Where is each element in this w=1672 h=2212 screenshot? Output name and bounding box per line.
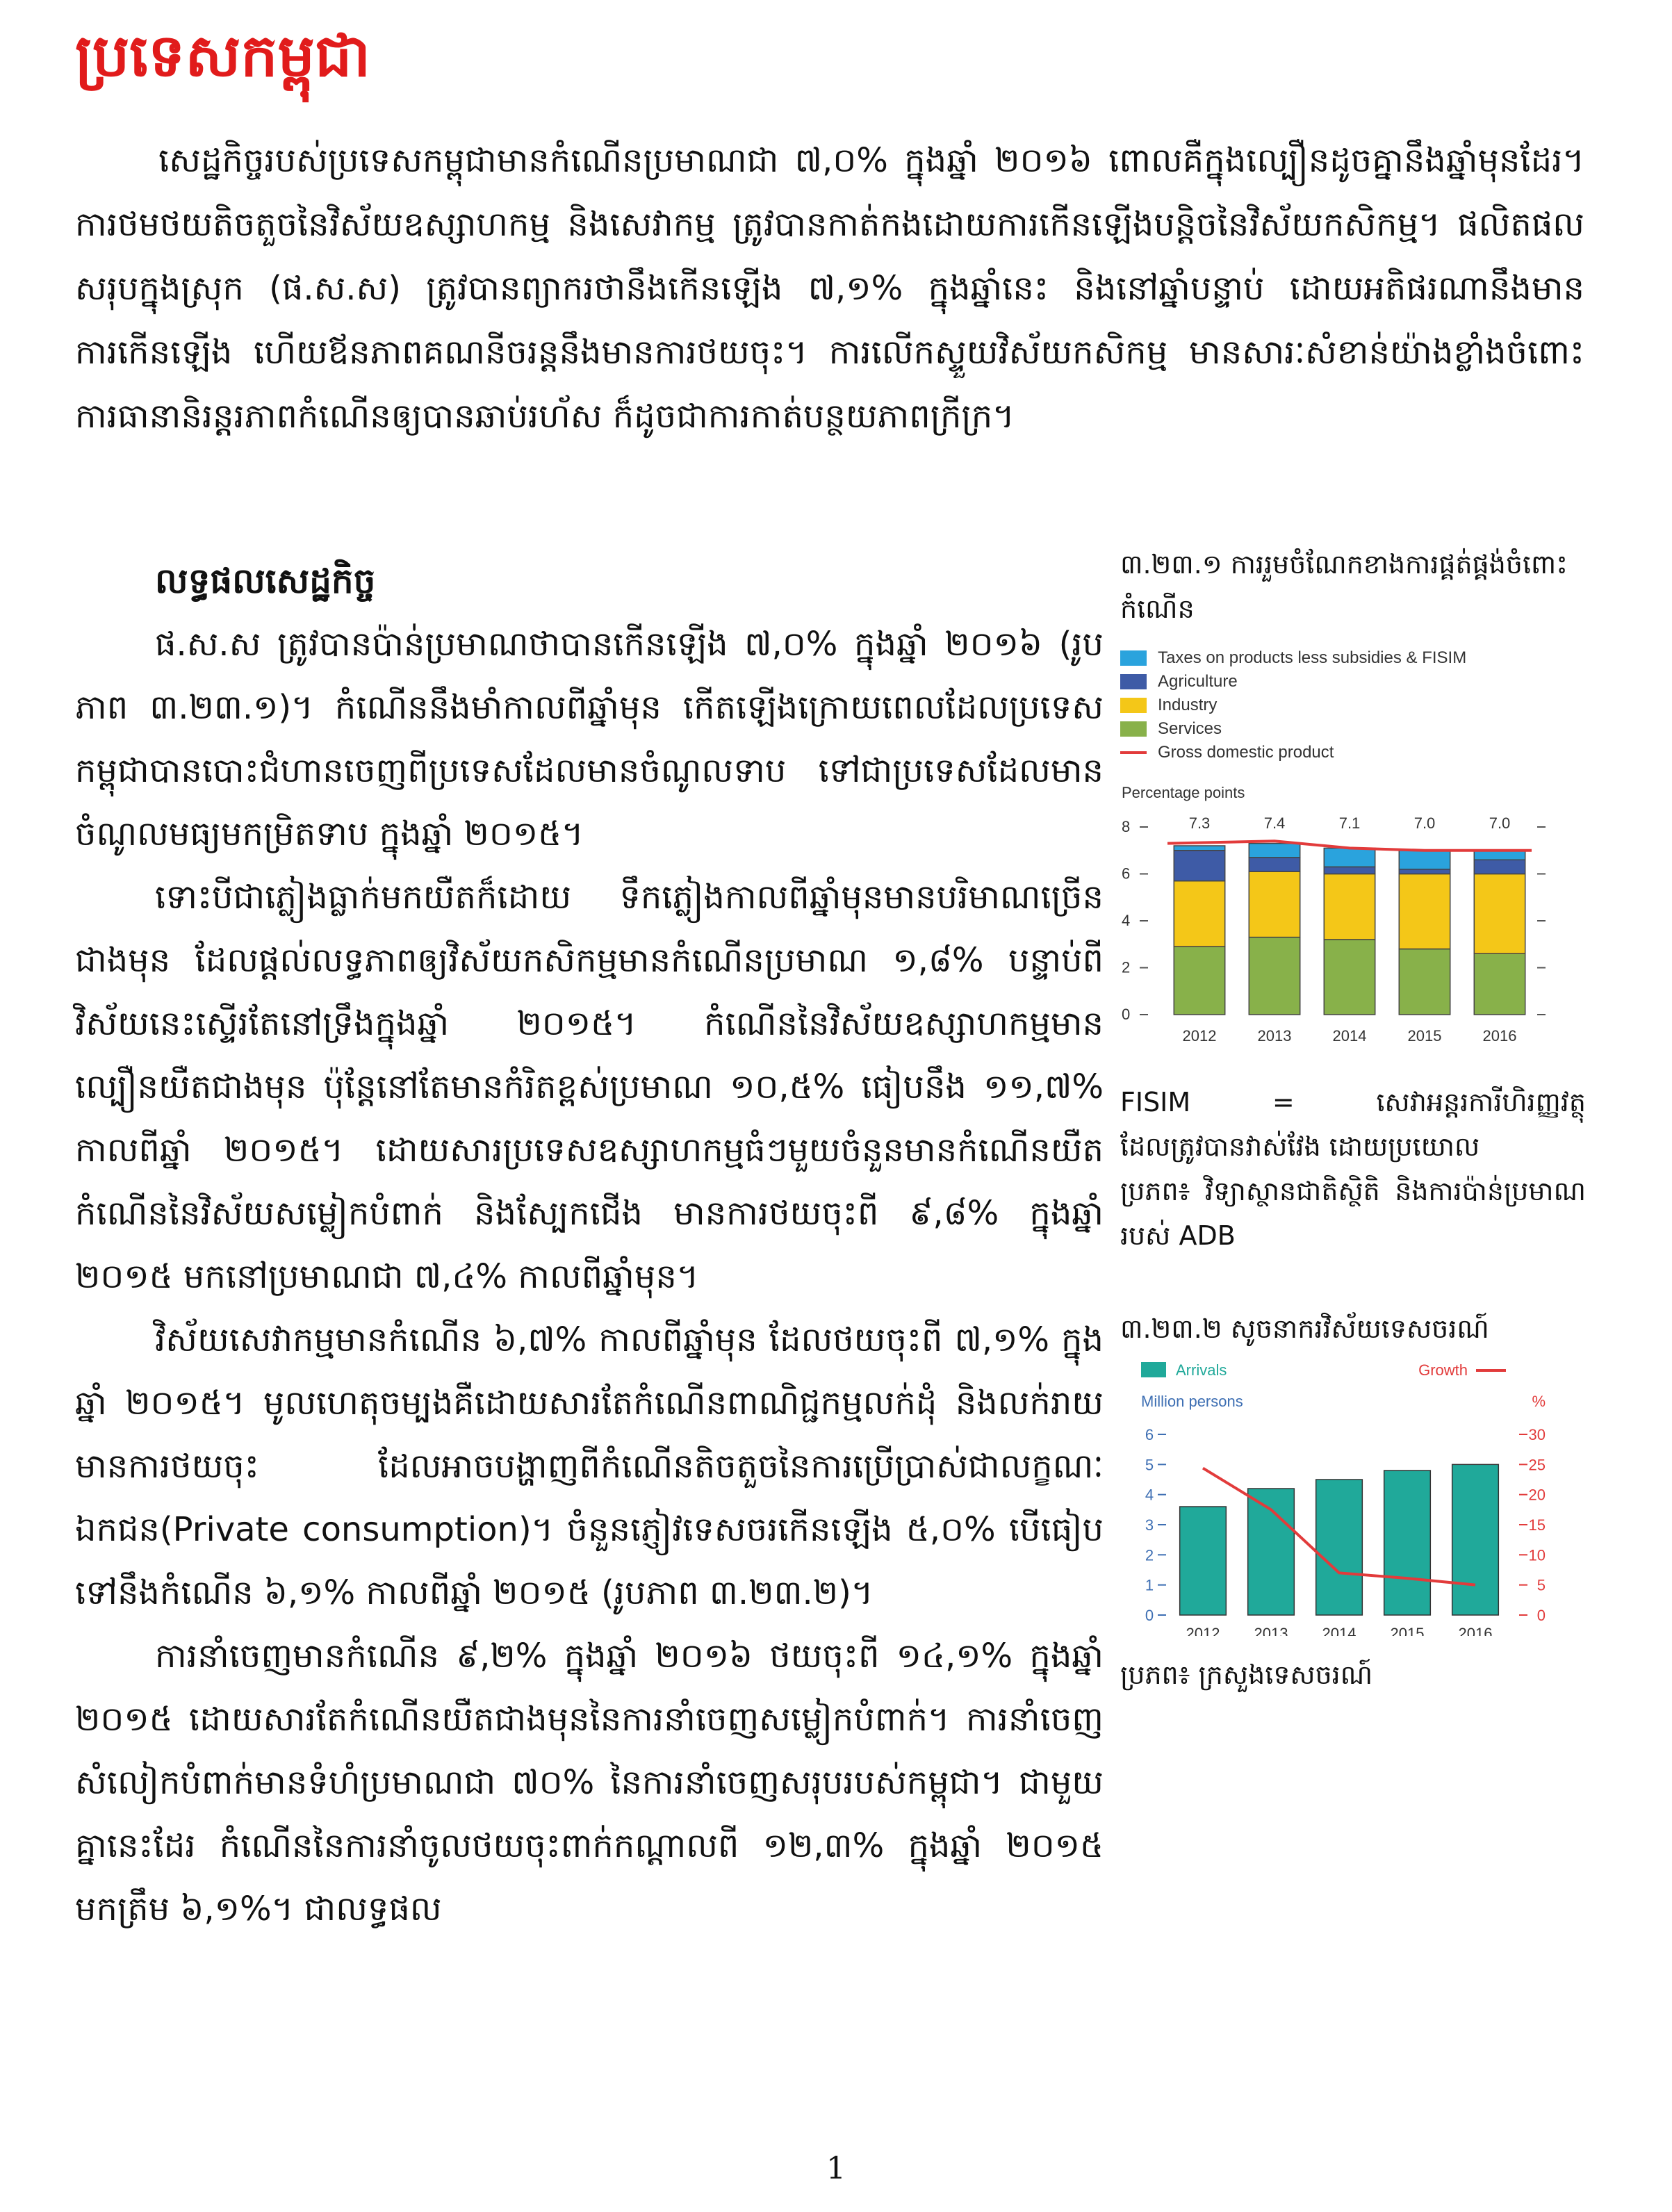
legend-item-industry bbox=[1120, 694, 1586, 717]
legend-label-services: Services bbox=[1158, 719, 1222, 738]
chart-tourism bbox=[1120, 1358, 1586, 1639]
figure2-source: ប្រភព៖ ក្រសួងទេសចរណ៍ bbox=[1120, 1660, 1373, 1690]
chart1-ylabel: Percentage points bbox=[1122, 785, 1245, 801]
chart2-y2tick-6: 30 bbox=[1528, 1426, 1546, 1443]
chart2-y2tick-3: 15 bbox=[1528, 1516, 1546, 1534]
body-paragraph-2: ទោះបីជាភ្លៀងធ្លាក់មកយឺតក៏ដោយ ទឹកភ្លៀងកាលពីឆ្នាំមុនមានបរិមាណច្រើនជាងមុន ដែលផ្តល់លទ្ធភាពឲ្យវិស័យកសិកម្មមានកំណើនប្រមាណ ១,៨% បន្ទាប់ពីវិស័យនេះស្ទើរតែនៅទ្រឹងក្នុងឆ្នាំ ២០១៥។ កំណើននៃវិស័យឧស្សាហកម្មមានល្បឿនយឺតជាងមុន ប៉ុន្តែនៅតែមានកំរិតខ្ពស់ប្រមាណ ១០,៥% ធៀបនឹង ១១,៧% កាលពីឆ្នាំ ២០១៥។ ដោយសារប្រទេសឧស្សាហកម្មធំៗមួយចំនួនមានកំណើនយឺត កំណើននៃវិស័យសម្លៀកបំពាក់ និងស្បែកជើង មានការថយចុះពី ៩,៨% ក្នុងឆ្នាំ ២០១៥ មកនៅប្រមាណជា ៧,៤% កាលពីឆ្នាំមុន។ bbox=[75, 878, 1104, 1296]
fisim-equals: = bbox=[1272, 1087, 1295, 1117]
chart2-ytick-4: 4 bbox=[1145, 1486, 1154, 1504]
chart2-ytick-5: 5 bbox=[1145, 1456, 1154, 1474]
legend-swatch-taxes bbox=[1120, 650, 1147, 666]
figure2-title: សូចនាករវិស័យទេសចរណ៍ bbox=[1230, 1313, 1489, 1344]
fisim-note bbox=[1120, 1080, 1586, 1258]
legend-swatch-services bbox=[1120, 721, 1147, 737]
chart2-y2tick-4: 20 bbox=[1528, 1486, 1546, 1504]
chart1-bar-taxes-2013 bbox=[1249, 844, 1300, 858]
chart2-xtick-2012: 2012 bbox=[1186, 1625, 1220, 1636]
legend-swatch-gdp bbox=[1120, 751, 1147, 754]
chart1-ytick-1: 2 bbox=[1122, 958, 1131, 976]
chart2-y2label: % bbox=[1532, 1393, 1546, 1410]
legend-item-taxes bbox=[1120, 646, 1586, 670]
chart1-xtick-2016: 2016 bbox=[1482, 1027, 1517, 1044]
chart-gdp-contributions bbox=[1120, 785, 1586, 1052]
figure1-source-text: វិទ្យាស្ថានជាតិស្ថិតិ និងការប៉ាន់ប្រមាណរបស់ ADB bbox=[1120, 1176, 1586, 1251]
page-title: ប្រទេសកម្ពុជា bbox=[75, 22, 370, 90]
body-paragraph-1: ផ.ស.ស ត្រូវបានប៉ាន់ប្រមាណថាបានកើនឡើង ៧,០% ក្នុងឆ្នាំ ២០១៦ (រូបភាព ៣.២៣.១)។ កំណើននឹងមាំកាលពីឆ្នាំមុន កើតឡើងក្រោយពេលដែលប្រទេសកម្ពុជាបានបោះជំហានចេញពីប្រទេសដែលមានចំណូលទាប ទៅជាប្រទេសដែលមានចំណូលមធ្យមកម្រិតទាប ក្នុងឆ្នាំ ២០១៥។ bbox=[75, 625, 1104, 853]
chart1-svg bbox=[1120, 785, 1565, 1049]
chart2-ylabel: Million persons bbox=[1141, 1393, 1243, 1410]
chart1-xtick-2015: 2015 bbox=[1407, 1027, 1442, 1044]
chart2-ytick-6: 6 bbox=[1145, 1426, 1154, 1443]
chart1-data-label-2014: 7.1 bbox=[1338, 814, 1361, 832]
figure1-caption bbox=[1120, 542, 1586, 631]
chart2-y2tick-1: 5 bbox=[1536, 1576, 1546, 1594]
chart1-bar-industry-2014 bbox=[1324, 874, 1375, 940]
chart2-y2tick-0: 0 bbox=[1536, 1607, 1546, 1624]
chart2-xtick-2013: 2013 bbox=[1254, 1625, 1288, 1636]
chart1-ytick-0: 0 bbox=[1122, 1006, 1131, 1023]
section-heading: លទ្ធផលសេដ្ឋកិច្ច bbox=[155, 561, 376, 601]
chart2-bar-arrivals-2015 bbox=[1384, 1470, 1431, 1615]
chart2-svg bbox=[1120, 1358, 1565, 1636]
fisim-term: FISIM bbox=[1120, 1087, 1191, 1117]
chart1-bar-industry-2012 bbox=[1174, 881, 1224, 947]
chart2-xtick-2016: 2016 bbox=[1458, 1625, 1493, 1636]
body-paragraph-4: ការនាំចេញមានកំណើន ៩,២% ក្នុងឆ្នាំ ២០១៦ ថយចុះពី ១៤,១% ក្នុងឆ្នាំ ២០១៥ ដោយសារតែកំណើនយឺតជាងមុននៃការនាំចេញសម្លៀកបំពាក់។ ការនាំចេញសំលៀកបំពាក់មានទំហំប្រមាណជា ៧០% នៃការនាំចេញសរុបរបស់កម្ពុជា។ ជាមួយគ្នានេះដែរ កំណើននៃការនាំចូលថយចុះពាក់កណ្តាលពី ១២,៣% ក្នុងឆ្នាំ ២០១៥ មកត្រឹម ៦,១%។ ជាលទ្ធផល bbox=[75, 1637, 1104, 1928]
chart2-ytick-1: 1 bbox=[1145, 1576, 1154, 1594]
chart1-ytick-3: 6 bbox=[1122, 865, 1131, 883]
chart1-data-label-2013: 7.4 bbox=[1263, 814, 1286, 832]
chart1-bar-industry-2013 bbox=[1249, 871, 1300, 937]
chart1-ytick-2: 4 bbox=[1122, 912, 1131, 929]
chart1-data-label-2015: 7.0 bbox=[1413, 814, 1436, 832]
sidebar-figures bbox=[1120, 542, 1586, 1697]
figure2-caption bbox=[1120, 1306, 1586, 1351]
figure2-number: ៣.២៣.២ bbox=[1120, 1313, 1222, 1344]
fisim-note-line bbox=[1120, 1080, 1586, 1124]
chart2-y2tick-2: 10 bbox=[1528, 1546, 1546, 1564]
chart2-bar-arrivals-2013 bbox=[1248, 1489, 1295, 1615]
legend-label-industry: Industry bbox=[1158, 696, 1218, 714]
legend-item-agriculture bbox=[1120, 670, 1586, 694]
figure1-number: ៣.២៣.១ bbox=[1120, 549, 1222, 580]
chart2-y2tick-5: 25 bbox=[1528, 1456, 1546, 1474]
chart1-bar-services-2013 bbox=[1249, 937, 1300, 1015]
chart1-bar-agriculture-2014 bbox=[1324, 867, 1375, 874]
chart2-xtick-2014: 2014 bbox=[1322, 1625, 1357, 1636]
chart2-legend-swatch-arrivals bbox=[1141, 1362, 1166, 1377]
main-column bbox=[75, 549, 1104, 1941]
chart2-ytick-2: 2 bbox=[1145, 1546, 1154, 1564]
chart2-xtick-2015: 2015 bbox=[1390, 1625, 1425, 1636]
intro-paragraph: សេដ្ឋកិច្ចរបស់ប្រទេសកម្ពុជាមានកំណើនប្រមាណជា ៧,០% ក្នុងឆ្នាំ ២០១៦ ពោលគឺក្នុងល្បឿនដូចគ្នានឹងឆ្នាំមុនដែរ។ ការថមថយតិចតួចនៃវិស័យឧស្សាហកម្ម និងសេវាកម្ម ត្រូវបានកាត់កងដោយការកើនឡើងបន្តិចនៃវិស័យកសិកម្ម។ ផលិតផលសរុបក្នុងស្រុក (ផ.ស.ស) ត្រូវបានព្យាករថានឹងកើនឡើង ៧,១% ក្នុងឆ្នាំនេះ និងនៅឆ្នាំបន្ទាប់ ដោយអតិផរណានឹងមានការកើនឡើង ហើយឪនភាពគណនីចរន្តនឹងមានការថយចុះ។ ការលើកស្ទួយវិស័យកសិកម្ម មានសារៈសំខាន់យ៉ាងខ្លាំងចំពោះការធានានិរន្តរភាពកំណើនឲ្យបានឆាប់រហ័ស ក៏ដូចជាការកាត់បន្ថយភាពក្រីក្រ។ bbox=[75, 141, 1584, 436]
page-number: 1 bbox=[826, 2151, 846, 2186]
chart2-bar-arrivals-2012 bbox=[1180, 1507, 1227, 1615]
legend-swatch-industry bbox=[1120, 698, 1147, 713]
chart1-bar-services-2014 bbox=[1324, 940, 1375, 1015]
chart1-bar-services-2012 bbox=[1174, 947, 1224, 1015]
chart1-bar-taxes-2016 bbox=[1474, 851, 1525, 860]
chart1-bar-industry-2015 bbox=[1399, 874, 1450, 949]
chart1-bar-taxes-2012 bbox=[1174, 846, 1224, 851]
chart1-data-label-2012: 7.3 bbox=[1188, 814, 1211, 832]
chart2-bar-arrivals-2014 bbox=[1316, 1480, 1363, 1615]
fisim-definition-rest: ដែលត្រូវបានវាស់វែង ដោយប្រយោល bbox=[1120, 1131, 1480, 1162]
chart1-bar-agriculture-2016 bbox=[1474, 860, 1525, 874]
legend-label-taxes: Taxes on products less subsidies & FISIM bbox=[1158, 648, 1467, 667]
chart1-xtick-2014: 2014 bbox=[1332, 1027, 1367, 1044]
legend-item-services bbox=[1120, 717, 1586, 741]
figure1-source bbox=[1120, 1169, 1586, 1258]
legend-label-agriculture: Agriculture bbox=[1158, 672, 1238, 691]
chart1-bar-agriculture-2012 bbox=[1174, 851, 1224, 881]
chart2-ytick-0: 0 bbox=[1145, 1607, 1154, 1624]
chart2-legend-arrivals: Arrivals bbox=[1176, 1361, 1227, 1379]
chart1-xtick-2012: 2012 bbox=[1182, 1027, 1217, 1044]
chart1-bar-services-2016 bbox=[1474, 953, 1525, 1015]
figure1-legend bbox=[1120, 646, 1586, 764]
chart1-data-label-2016: 7.0 bbox=[1489, 814, 1511, 832]
figure1-title: ការរួមចំណែកខាងការផ្គត់ផ្គង់ចំពោះកំណើន bbox=[1120, 549, 1568, 624]
chart1-bar-agriculture-2015 bbox=[1399, 869, 1450, 874]
chart1-bar-taxes-2015 bbox=[1399, 851, 1450, 869]
legend-label-gdp: Gross domestic product bbox=[1158, 743, 1334, 762]
chart2-legend-growth: Growth bbox=[1418, 1361, 1468, 1379]
figure1-source-label: ប្រភព៖ bbox=[1120, 1176, 1190, 1206]
chart1-ytick-4: 8 bbox=[1122, 818, 1131, 835]
fisim-definition-first: សេវាអន្តរការីហិរញ្ញវត្ថុ bbox=[1376, 1087, 1586, 1117]
body-paragraph-3: វិស័យសេវាកម្មមានកំណើន ៦,៧% កាលពីឆ្នាំមុន ដែលថយចុះពី ៧,១% ក្នុងឆ្នាំ ២០១៥។ មូលហេតុចម្បងគឺដោយសារតែកំណើនពាណិជ្ជកម្មលក់ដុំ និងលក់រាយមានការថយចុះ ដែលអាចបង្ហាញពីកំណើនតិចតួចនៃការប្រើប្រាស់ជាលក្ខណៈឯកជន(Private consumption)។ ចំនួនភ្ញៀវទេសចរកើនឡើង ៥,០% បើធៀបទៅនឹងកំណើន ៦,១% កាលពីឆ្នាំ ២០១៥ (រូបភាព ៣.២៣.២)។ bbox=[75, 1320, 1104, 1612]
chart2-bar-arrivals-2016 bbox=[1452, 1464, 1499, 1615]
chart1-bar-industry-2016 bbox=[1474, 874, 1525, 954]
chart1-bar-taxes-2014 bbox=[1324, 848, 1375, 867]
chart1-bar-services-2015 bbox=[1399, 949, 1450, 1015]
chart2-ytick-3: 3 bbox=[1145, 1516, 1154, 1534]
legend-item-gdp bbox=[1120, 741, 1586, 764]
legend-swatch-agriculture bbox=[1120, 674, 1147, 689]
chart1-bar-agriculture-2013 bbox=[1249, 858, 1300, 871]
chart1-xtick-2013: 2013 bbox=[1257, 1027, 1292, 1044]
